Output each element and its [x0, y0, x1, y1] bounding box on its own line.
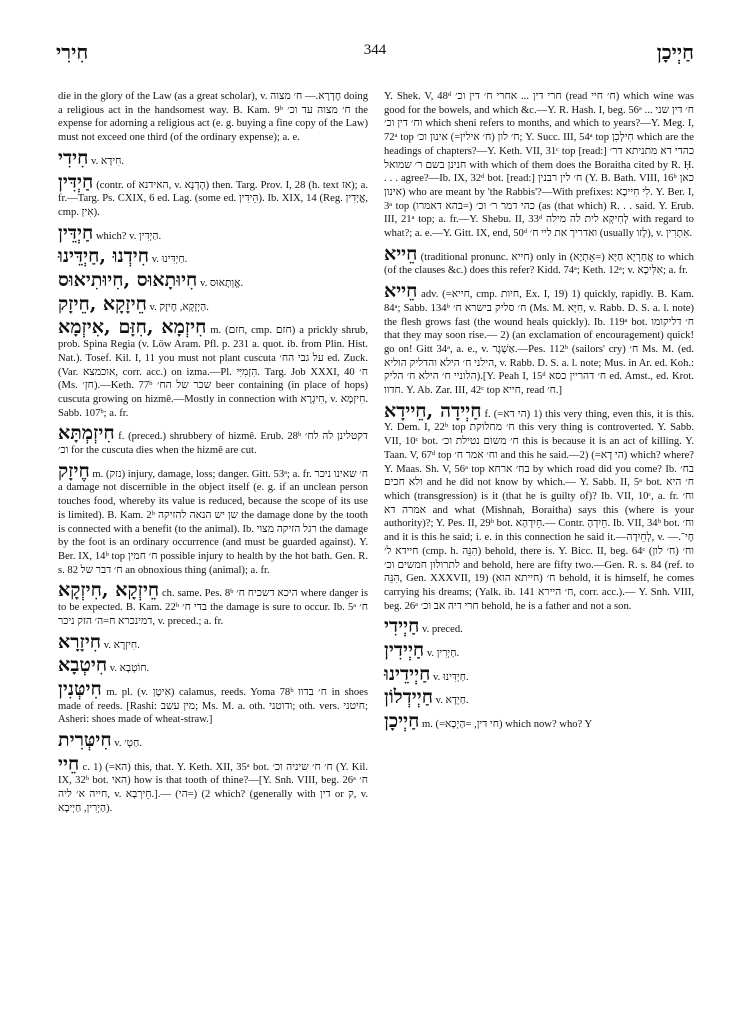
dictionary-entry: [58, 580, 368, 628]
dictionary-entry: [58, 317, 368, 420]
entry-headword: חֵייא: [384, 280, 418, 303]
entry-definition: m. (נזק) injury, damage, loss; danger. Gitt. 53ᵃ; a. fr. ח׳ שאינו ניכר a damage not discernible in the object itself (e. g. if an unclean person touches food, whereby its value is reduced, because the scope of its use is limited). B. Kam. 2ᵇ שן יש הנאה להזיקה the damage done by the tooth is connected with a benefit (to the animal). Ib. רגל הזיקה מצוי the damage by the foot is an ordinary occurrence (and must be guarded against). Y. Ber. IX, 14ᵇ top ח׳ חמין possible injury to health by the hot bath. Gen. R. s. 82 ח׳ דבר של an obnoxious thing (animal); a. fr.: [58, 468, 369, 576]
entry-definition: m. (=חי דין, =הַיְכָא) which now? who? Y: [422, 719, 593, 731]
entry-definition: (contr. of האידנא, v. הָדְנָא) then. Targ. Prov. I, 28 (h. text אז); a. fr.—Targ. Ps. CXIX, 6 ed. Lag. (some ed. הֵידִין). Ib. XIX, 14 (Reg. אֱיְדִין, cmp. אִיזְ).: [58, 179, 368, 218]
dictionary-entry: [58, 246, 368, 267]
dictionary-entry: [58, 90, 368, 145]
entry-headword: חִיזָרָא: [58, 630, 102, 653]
entry-headword: חֵיי: [58, 752, 80, 775]
entry-headword: חֵיזָקָא ,חֵיזָק: [58, 292, 147, 315]
dictionary-entry: [384, 281, 694, 398]
dictionary-entry: [58, 632, 368, 653]
entry-headword: חִיזְמָא ,חִזָּם ,אִיזְמָא: [58, 316, 207, 339]
entry-headword: חַיְידֵינוּ: [384, 662, 431, 685]
dictionary-entry: [384, 640, 694, 661]
entry-definition: v. אֱוְתָאוּס.: [199, 278, 244, 290]
entry-headword: חַיְיכָן: [384, 710, 420, 733]
entry-headword: חֵייא: [384, 242, 418, 265]
dictionary-entry: [58, 423, 368, 457]
dictionary-entry: [58, 461, 368, 578]
dictionary-entry: [58, 172, 368, 220]
entry-headword: חַיְדֵּין: [58, 221, 94, 244]
entry-definition: ch. same. Pes. 8ᵇ היכא דשכיח ח׳ where danger is to be expected. B. Kam. 22ᵇ בדי ח׳ the damage is sure to occur. Ib. 5ᵃ ח׳ דמינכרא ח=ה׳ הזק ניכר, v. preced.; a. fr.: [58, 588, 368, 627]
entry-headword: חִיטְּרִית: [58, 729, 112, 752]
entry-headword: חֶיזָק: [58, 459, 90, 482]
entry-definition: m. pl. (v. אִיטָן) calamus, reeds. Yoma 78ᵇ ח׳ בדוו in shoes made of reeds. [Rashi: מין עשב; Ms. M. a. oth. ודוטני; oth. vers. חיטני; Asheri: shoes made of wheat-straw.]: [58, 686, 369, 726]
entry-definition: c. 1) (=הא) this, that. Y. Keth. XII, 35ᵃ bot. ח׳ ח׳ שיניה וכ׳ (Y. Kil. IX, 32ᵇ bot. האי) how is that tooth of thine?—[Y. Snh. VIII, beg. 26ᵃ ח׳ חייה א׳ ליה, v. חֵירְבָא.].— 2) (=הי) which? (generally with דין or ק, v. הַיְרִין, חַיְיבָא).: [58, 761, 369, 814]
entry-definition: which? v. הַיְדִין.: [95, 230, 162, 242]
entry-headword: חִיטְּנִין: [58, 677, 102, 700]
entry-headword: חִיטְבָא: [58, 654, 108, 677]
entry-headword: חַיְידִי: [384, 615, 420, 638]
dictionary-entry: [58, 655, 368, 676]
entry-headword: חַיְידְלוֹן: [384, 686, 433, 709]
running-head-right: חַיְיכָן: [656, 40, 694, 64]
dictionary-entry: [58, 223, 368, 244]
dictionary-entry: [58, 148, 368, 169]
entry-definition: v. חִידָא.: [91, 155, 125, 167]
entry-definition: m. (חזם, cmp. חזם) a prickly shrub, prob. Spina Regia (v. Löw Aram. Pfl. p. 231 a. quot. ib. from Plin. Hist. Nat.). Tosef. Kil. I, 11 you must not plant cuscuta על גבי הח׳ ed. Zuck. (Var. אוכמצא, corr. acc.) on izma.—Pl. הִזְמִיִּי. Targ. Job XXXI, 40 ח׳ (Ms. חזְ׳).—Keth. 77ᵇ שכר של הח׳ beer containing (in place of hops) cuscuta growing on hizmê.—Mostly in connection with חִיגְרָא, v. חִיזְמָא. Sabb. 107ᵇ; a. fr.: [58, 325, 369, 419]
entry-headword: חֵיזְקָא ,חִיזְקָא: [58, 579, 160, 602]
entry-definition: v. חַיְרִין.: [426, 648, 460, 660]
page-header: [56, 40, 694, 70]
entry-headword: חִיזְמְתָּא: [58, 422, 115, 445]
entry-headword: חַיְדִּין: [58, 170, 94, 193]
dictionary-entry: [58, 730, 368, 751]
entry-definition: Y. Shek. V, 48ᵈ חרי דין ... אחרי ח׳ דין וכ׳ (read ח׳ חיי) which wine was good for the bowels, and which &c.—Y. R. Hash. I, beg. 56ᵃ ח׳ דין שני ... וח׳ דין וכ׳ which sheni refers to months, and which to years?—Y. Meg. I, 72ᵃ top ח׳ לון (ח׳ אילין=) אינון וכ׳; Y. Succ. III, 54ᵃ top חִילְכִן which are the headings of chapters?—Y. Keth. VII, 31ᶜ top [read:] כהדי דא מתניתא דר׳ חנינן בשם ר׳ שמואל with which of them does the Boraitha cited by R. Ḥ. . . . agree?—Ib. IX, 32ᵈ bot. [read:] ח׳ לין רבנין (Y. B. Bath. VIII, 16ᵇ כאן אינון) who are meant by 'the Rabbis'?—With prefixes: לִי חִייכָא. Y. Ber. I, 3ᵃ top (בהא דאמרו=) כהי דמר ר׳ וכ׳ (as (that which) R. . . said. Y. Erub. III, 21ᵃ top; a. fr.—Y. Shebu. II, 33ᵈ לְחִיקְא לית לה מילה with regard to what?; a. e.—Y. Gitt. IX, end, 50ᵈ ואדריך את ליי ח׳ (usually לָזו), v. אִתְרִין.: [384, 91, 695, 240]
dictionary-entry: [384, 90, 694, 241]
entry-headword: חִידְנוּ ,חַיְדֵּינוּ: [58, 245, 150, 268]
dictionary-entry: [58, 679, 368, 727]
entry-definition: v. חַטְ׳.: [114, 738, 142, 750]
entry-definition: v. חַיְדִּינוּ.: [151, 254, 188, 266]
right-column: [384, 90, 694, 735]
entry-definition: die in the glory of the Law (as a great scholar), v. חֶדְרָא.— ח׳ מצוה doing a religious act in the handsomest way. B. Kam. 9ᵇ ח׳ מצוה עד וכ׳ the expense for adorning a religious act (e. g. buying a fine copy of the Law) must not exceed one third (of the ordinary expense); a. e.: [58, 91, 369, 144]
entry-headword: חִידִי: [58, 146, 89, 169]
dictionary-entry: [58, 270, 368, 291]
dictionary-entry: [384, 616, 694, 637]
entry-definition: v. חַיְדִּינוּ.: [433, 671, 469, 683]
dictionary-entry: [384, 711, 694, 732]
dictionary-entry: [384, 401, 694, 614]
entry-definition: v. חִיזְרָא.: [103, 639, 140, 651]
entry-definition: (traditional pronunc. חייא) only in אֲחַרְיָא חַיָּא (=אָתְיָא) to which (of the clauses &c.) does this refer? Kidd. 74ᵃ; Keth. 12ᵃ; v. אִלִּיכָא; a. fr.: [384, 251, 694, 277]
entry-definition: f. (preced.) shrubbery of hizmê. Erub. 28ᵇ דקטלינן לה לח׳ וכ׳ for the cuscuta dies when the hizmê are cut.: [58, 431, 368, 457]
dictionary-entry: [384, 687, 694, 708]
entry-headword: חַיְידִין: [384, 639, 425, 662]
entry-headword: חִיוּתָאוּס ,חִיוּתִיאוּס: [58, 269, 198, 292]
entry-definition: v. חוֹטְבָא.: [109, 663, 150, 675]
dictionary-entry: [384, 664, 694, 685]
dictionary-entry: [58, 754, 368, 816]
running-head-left: חִירִי: [56, 40, 89, 64]
entry-headword: חַיְידָה ,חֵיידָא: [384, 399, 482, 422]
dictionary-entry: [384, 244, 694, 278]
left-column: [58, 90, 368, 819]
entry-definition: v. הַיְזָקָא, חֶיזָק.: [149, 301, 209, 313]
entry-definition: v. preced.: [421, 624, 463, 636]
entry-definition: f. (=הי דא) 1) this very thing, even this, it is this. Y. Dem. I, 22ᵇ top ח׳ מחלוקת this very thing is controverted. Y. Sabb. VII, 10ᶜ bot. ח׳ משום נטילת וכ׳ this is because it is an act of killing. Y. Taan. V, 67ᵈ top וח׳ אמר ח׳ and this he said.—2) (=הי דָא) which? where? Y. Maas. Sh. V, 56ᵃ top בח׳ ארחא by which road did you come? Ib. בח׳ ולא חכים and he did not know by which.— Y. Sabb. II, 5ᵃ bot. ח׳ היא which (transgression) is it (that he is guilty of)? Ib. VII, 10ᶜ, a. fr. וח׳ אמרה דא and what (Mishnah, Boraitha) says this (where is your authority)?; Y. Pes. II, 29ᵇ bot. חֵיִדְהָא.— Contr. חֵיִדְהָ. Ib. VII, 34ᵇ bot. וח׳ and it is this he said; i. e. in this connection he said it.—לְחֵיִדָה, v. חֶי־.— חיידא ל׳ (cmp. h. הִנֵּה) behold, there is. Y. Bicc. II, beg. 64ᶜ (ח׳ לון) וח׳ לתרולון חמשים וכ׳ and behold, here are fifty two.—Gen. R. s. 84 (ref. to הִנֵּה, Gen. XXXVII, 19) ח׳ (חייתא הוא) behold, it is himself, he comes carrying his dreams; (Yalk. ib. 141 ח׳ היירא, corr. acc.).— Y. Snh. VIII, beg. 26ᵃ חרי דיה אב וכ׳ behold, he is a father and not a son.: [384, 408, 695, 612]
page-number: 344: [363, 42, 387, 58]
dictionary-entry: [58, 294, 368, 315]
entry-definition: v. חַיְדָא.: [435, 695, 469, 707]
entry-definition: adv. (=חייא, cmp. חיות, Ex. I, 19) 1) quickly, rapidly. B. Kam. 84ᵃ; Sabb. 134ᵇ ח׳ סליק בישרא ח׳ (Ms. M. חִיָּא, v. Rabb. D. S. a. l. note) the flesh grows fast (the wound heals quickly). Ib. 119ᵃ bot. ח׳ דליקומו that they may soon rise.— 2) (an exclamation of encouragement) quick! go on! Gitt 34ᵃ, a. e., v. אַשְׁגָר.—Pes. 112ᵇ (sailors' cry) ח׳ Ms. M. (ed. הילני ח׳ הילא והדליק הוליא, v. Rabb. D. S. a. l. note; Mus. in Ar. ed. Koh.: הלוניי ח׳ הילא ח׳ הליק).[Y. Peah I, 15ᵈ ח׳ דהריין כסא ed. Amst., ed. Krot. חדוו. Y. Ab. Zar. III, 42ᶜ top חייא, read ח׳.]: [384, 289, 695, 397]
